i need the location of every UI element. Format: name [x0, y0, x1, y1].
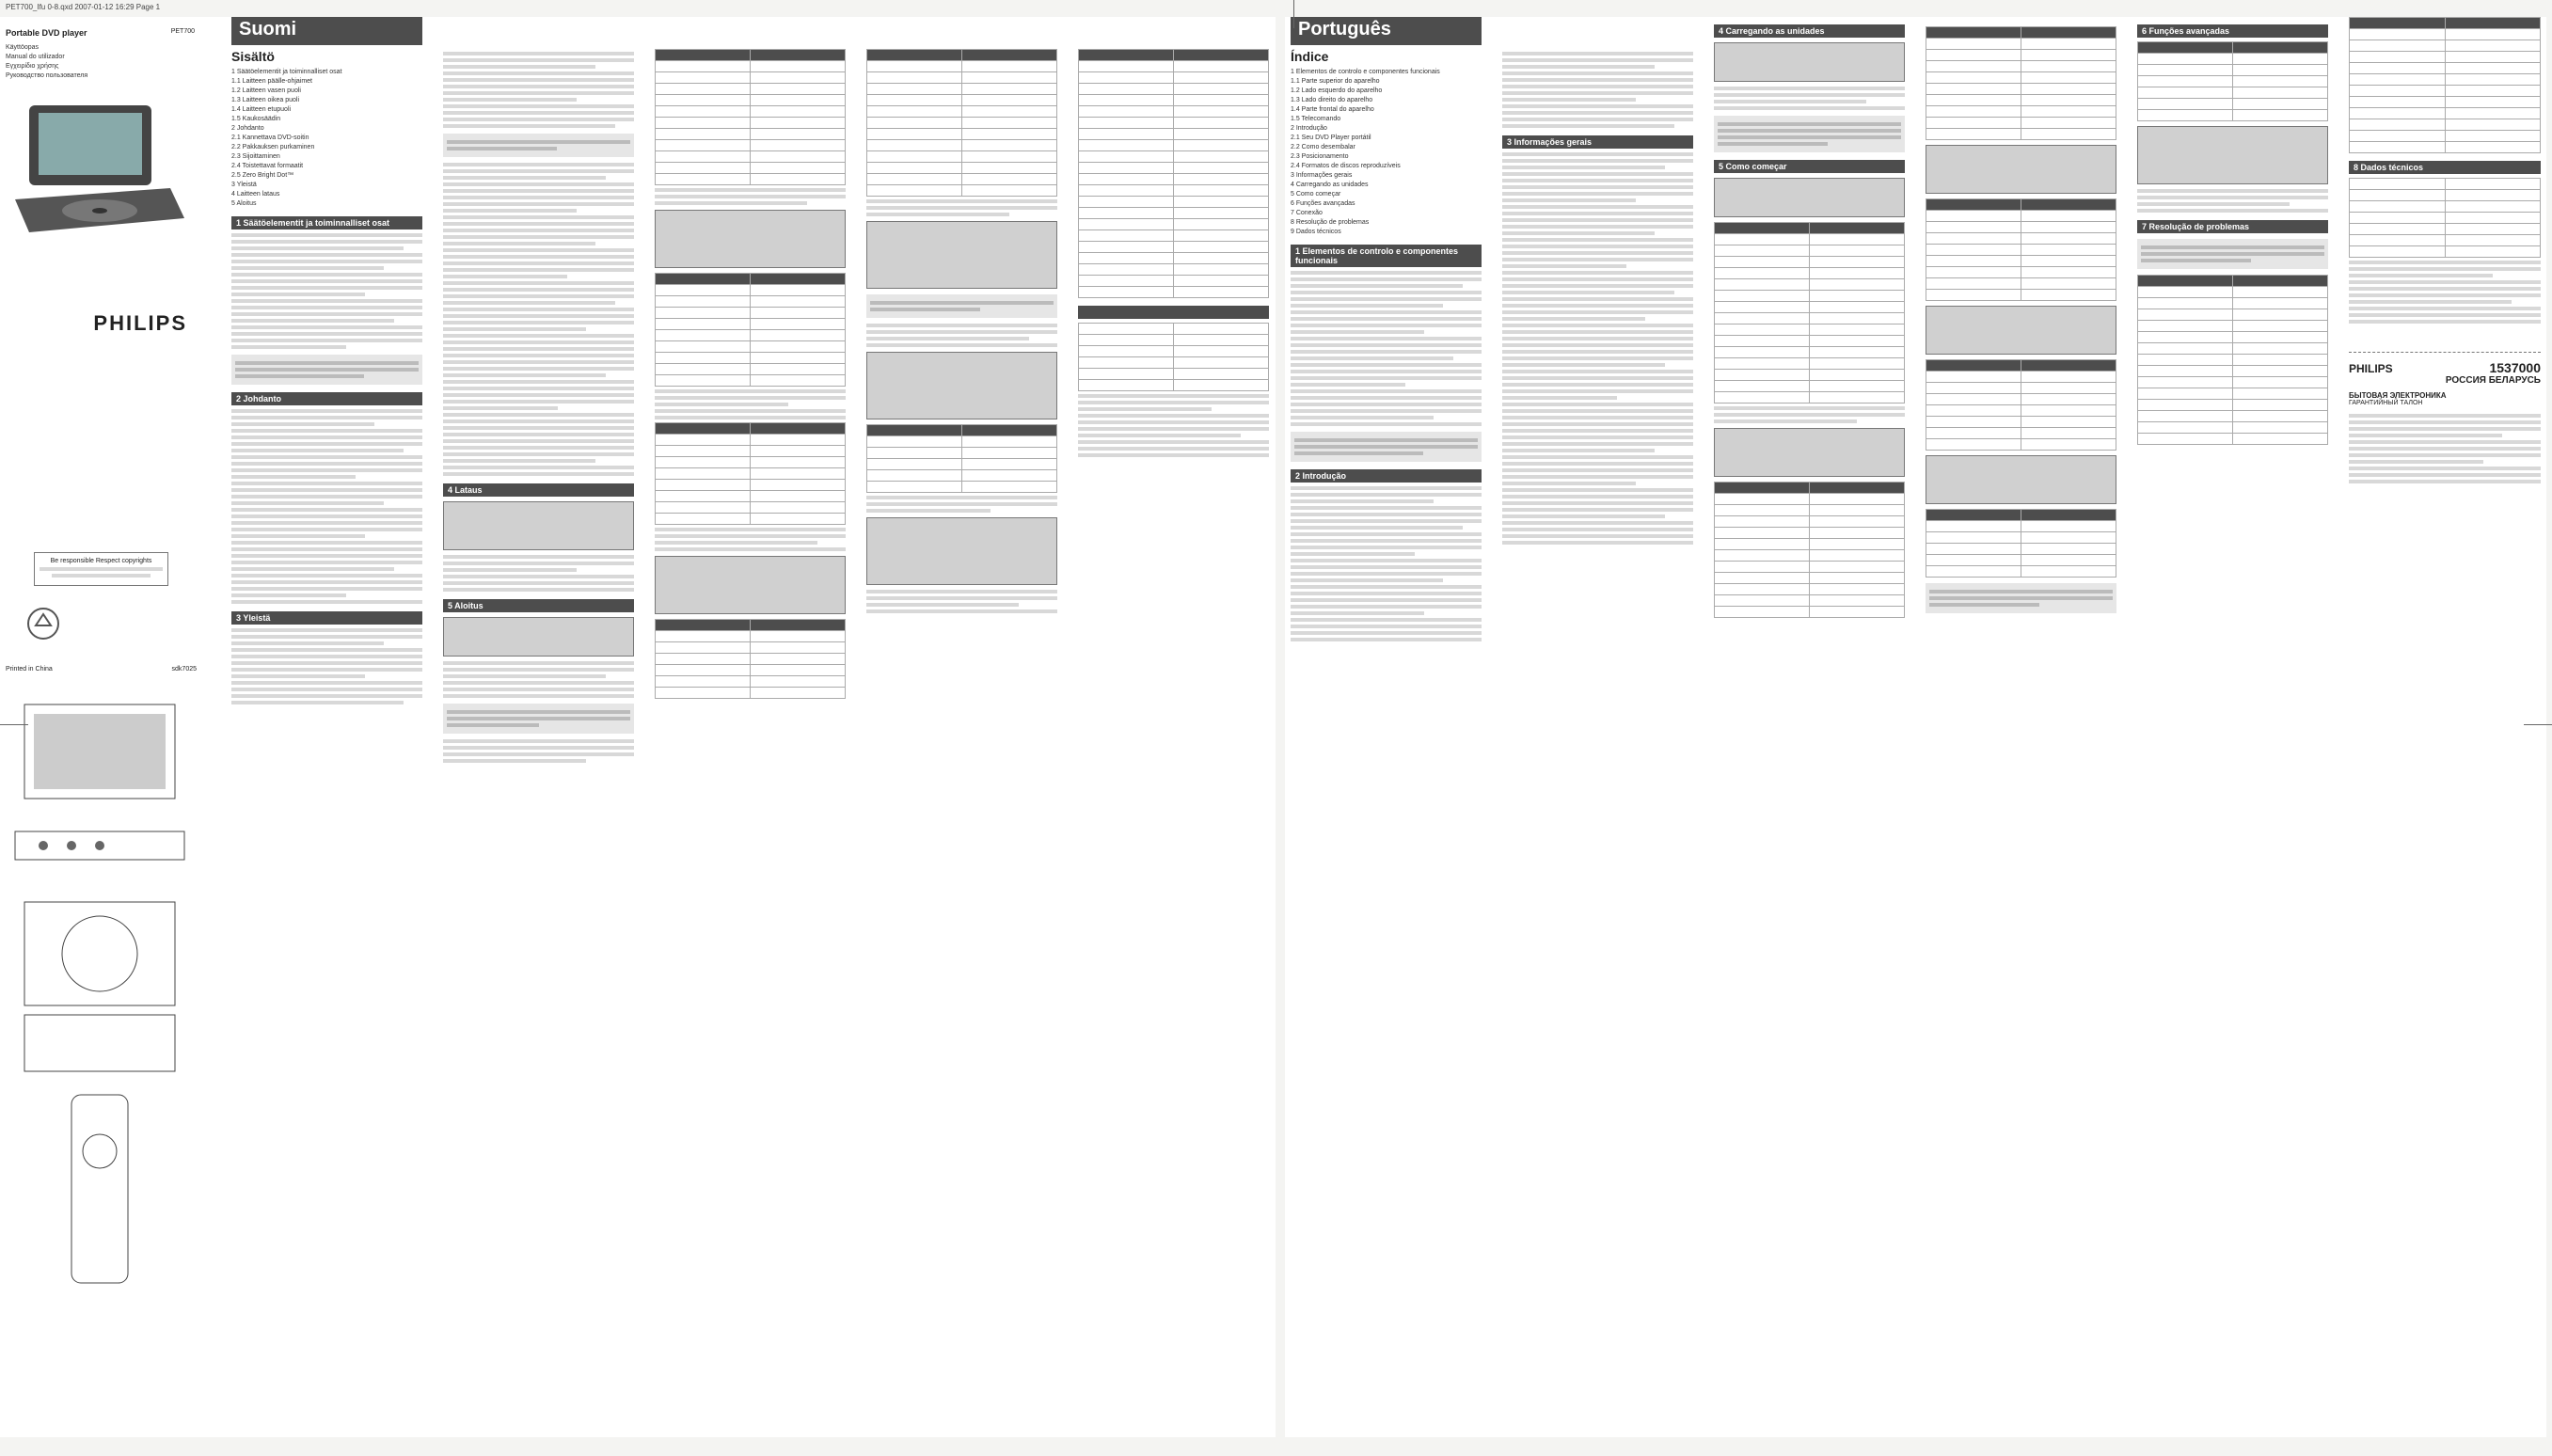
- warranty-country: РОССИЯ БЕЛАРУСЬ: [2445, 375, 2541, 386]
- portugues-toc-item: 2.3 Posicionamento: [1291, 153, 1349, 160]
- portugues-section-7: 7 Resolução de problemas: [2137, 220, 2328, 233]
- doc-code: sdk7025: [171, 666, 197, 673]
- suomi-settings-table: [655, 49, 846, 185]
- suomi-toc-item: 2 Johdanto: [231, 125, 264, 132]
- portugues-toc-item: 5 Como começar: [1291, 191, 1341, 198]
- suomi-controls-table: [655, 422, 846, 525]
- suomi-title: Suomi: [231, 17, 422, 45]
- suomi-warning: [443, 134, 634, 157]
- suomi-toc-item: 1.3 Laitteen oikea puoli: [231, 97, 299, 103]
- portugues-mp3-table: [1926, 359, 2116, 451]
- portugues-toc-item: 1.3 Lado direito do aparelho: [1291, 97, 1373, 103]
- suomi-trouble-table: [1078, 49, 1269, 298]
- suomi-note: [231, 355, 422, 385]
- suomi-setup-screen: [443, 617, 634, 657]
- cover-language-1: Käyttöopas: [6, 44, 40, 51]
- portugues-toc-item: 6 Funções avançadas: [1291, 200, 1355, 207]
- suomi-section-4: 4 Lataus: [443, 483, 634, 497]
- suomi-section-3: 3 Yleistä: [231, 611, 422, 625]
- portugues-section-3: 3 Informações gerais: [1502, 135, 1693, 149]
- portugues-toc-item: 1.4 Parte frontal do aparelho: [1291, 106, 1374, 113]
- suomi-toc-item: 2.3 Sijoittaminen: [231, 153, 280, 160]
- portugues-toc-item: 1.5 Telecomando: [1291, 116, 1341, 122]
- suomi-toc-item: 2.5 Zero Bright Dot™: [231, 172, 294, 179]
- suomi-column-5: [1072, 17, 1275, 1437]
- suomi-column-2: [437, 17, 640, 1437]
- suomi-tip: [443, 704, 634, 734]
- portugues-toc-item: 1.2 Lado esquerdo do aparelho: [1291, 87, 1383, 94]
- remote-control-diagram: [6, 1085, 194, 1292]
- warranty-card: [2349, 352, 2541, 483]
- warranty-brand: PHILIPS: [2349, 362, 2393, 375]
- copyright-notice: Be responsible Respect copyrights: [50, 558, 152, 564]
- cover-model: PET700: [170, 28, 195, 35]
- portugues-section-5: 5 Como começar: [1714, 160, 1905, 173]
- suomi-toc-item: 1.4 Laitteen etupuoli: [231, 106, 292, 113]
- portugues-mp3-screen: [1926, 306, 2116, 355]
- portugues-trouble-table-cont: [2349, 17, 2541, 153]
- suomi-toc-item: 1 Säätöelementit ja toiminnalliset osat: [231, 69, 342, 75]
- suomi-toc-item: 1.2 Laitteen vasen puoli: [231, 87, 301, 94]
- suomi-tech-data-bar: [1078, 306, 1269, 319]
- portugues-toc-item: 7 Conexão: [1291, 210, 1323, 216]
- portugues-toc-item: 2.4 Formatos de discos reproduzíveis: [1291, 163, 1401, 169]
- crop-mark: [2524, 696, 2552, 725]
- portugues-column-4: [1920, 17, 2122, 1437]
- page-left: [0, 17, 1276, 1437]
- page-right: [1285, 17, 2546, 1437]
- dvd-player-illustration: [6, 96, 194, 265]
- suomi-toc-title: Sisältö: [231, 49, 275, 64]
- cover-language-2: Manual do utilizador: [6, 54, 65, 60]
- portugues-tech-table: [2349, 178, 2541, 258]
- suomi-section-2: 2 Johdanto: [231, 392, 422, 405]
- portugues-toc-item: 9 Dados técnicos: [1291, 229, 1341, 235]
- suomi-toc-item: 2.4 Toistettavat formaatit: [231, 163, 304, 169]
- portugues-title: Português: [1291, 17, 1482, 45]
- warranty-code: 1537000: [2489, 360, 2541, 375]
- suomi-column-4: [861, 17, 1063, 1437]
- player-diagram-open: [6, 893, 194, 1081]
- recycle-icon: [24, 605, 62, 642]
- portugues-toc-item: 2.1 Seu DVD Player portátil: [1291, 135, 1371, 141]
- suomi-playback-screen: [655, 210, 846, 268]
- portugues-usb-note: [1926, 583, 2116, 613]
- cover-title: Portable DVD player: [6, 28, 87, 38]
- portugues-section-4: 4 Carregando as unidades: [1714, 24, 1905, 38]
- printed-in: Printed in China: [6, 666, 53, 673]
- suomi-toc-item: 2.1 Kannettava DVD-soitin: [231, 135, 309, 141]
- portugues-column-2: [1497, 17, 1699, 1437]
- portugues-toc-item: 1.1 Parte superior do aparelho: [1291, 78, 1380, 85]
- portugues-column-5: [2132, 17, 2334, 1437]
- portugues-column-1: [1285, 17, 1487, 1437]
- portugues-trouble-note: [2137, 239, 2328, 269]
- suomi-toc-item: 2.2 Pakkauksen purkaminen: [231, 144, 315, 150]
- suomi-section-1: 1 Säätöelementit ja toiminnalliset osat: [231, 216, 422, 229]
- portugues-toc-item: 1 Elementos de controlo e componentes funcionais: [1291, 69, 1440, 75]
- suomi-playback-table: [655, 273, 846, 387]
- player-diagram-top: [6, 695, 194, 808]
- cover-language-3: Εγχειρίδιο χρήσης: [6, 63, 59, 70]
- suomi-toc-item: 1.1 Laitteen päälle-ohjaimet: [231, 78, 313, 85]
- portugues-column-3: [1708, 17, 1910, 1437]
- suomi-usb-note: [866, 294, 1057, 318]
- file-header: PET700_Ifu 0-8.qxd 2007-01-12 16:29 Page 1: [6, 3, 161, 11]
- portugues-cd-table: [1926, 198, 2116, 301]
- portugues-column-6: [2343, 17, 2546, 1437]
- warranty-subtitle: ГАРАНТИЙНЫЙ ТАЛОН: [2349, 400, 2423, 406]
- portugues-toc-item: 2.2 Como desembalar: [1291, 144, 1355, 150]
- portugues-charging-diagram: [1714, 42, 1905, 82]
- portugues-toc-title: Índice: [1291, 49, 1329, 64]
- suomi-display-table: [866, 424, 1057, 493]
- portugues-section-6: 6 Funções avançadas: [2137, 24, 2328, 38]
- portugues-dvd-table: [1714, 482, 1905, 618]
- portugues-toc-item: 2 Introdução: [1291, 125, 1327, 132]
- crop-mark: [0, 696, 28, 725]
- player-diagram-side: [6, 813, 194, 888]
- portugues-svcd-table: [1926, 26, 2116, 140]
- suomi-display-screen: [866, 352, 1057, 419]
- responsibility-notice: [34, 552, 168, 586]
- philips-logo: PHILIPS: [93, 311, 187, 335]
- cover-column: [0, 17, 202, 1437]
- suomi-column-1: [226, 17, 428, 1437]
- suomi-toc-item: 1.5 Kaukosäädin: [231, 116, 281, 122]
- suomi-section-5: 5 Aloitus: [443, 599, 634, 612]
- portugues-picture-table: [1926, 509, 2116, 578]
- portugues-section-8: 8 Dados técnicos: [2349, 161, 2541, 174]
- suomi-usb-screen: [655, 556, 846, 614]
- suomi-toc-item: 5 Aloitus: [231, 200, 257, 207]
- portugues-caution: [1714, 116, 1905, 152]
- warranty-title: БЫТОВАЯ ЭЛЕКТРОНИКА: [2349, 391, 2447, 400]
- suomi-connection-diagram: [866, 517, 1057, 585]
- cover-language-4: Руководство пользователя: [6, 72, 88, 79]
- suomi-tech-table: [1078, 323, 1269, 391]
- portugues-trouble-table: [2137, 275, 2328, 445]
- portugues-connection-diagram: [2137, 126, 2328, 184]
- portugues-note: [1291, 432, 1482, 462]
- suomi-column-3: [649, 17, 851, 1437]
- suomi-toc-item: 4 Laitteen lataus: [231, 191, 280, 198]
- portugues-toc-item: 8 Resolução de problemas: [1291, 219, 1370, 226]
- portugues-cd-screen: [1926, 145, 2116, 194]
- suomi-usb-table: [655, 619, 846, 699]
- portugues-section-1: 1 Elementos de controlo e componentes funcionais: [1291, 245, 1482, 267]
- suomi-table-cont: [866, 49, 1057, 197]
- portugues-toc-item: 3 Informações gerais: [1291, 172, 1353, 179]
- crop-mark: [1265, 0, 1294, 28]
- suomi-illustration: [443, 501, 634, 550]
- suomi-toc-item: 3 Yleistä: [231, 182, 257, 188]
- portugues-section-2: 2 Introdução: [1291, 469, 1482, 483]
- portugues-dvd-screen: [1714, 428, 1905, 477]
- suomi-picture-screen: [866, 221, 1057, 289]
- portugues-setup-screen: [1714, 178, 1905, 217]
- portugues-picture-screen: [1926, 455, 2116, 504]
- portugues-display-table: [2137, 41, 2328, 121]
- portugues-toc-item: 4 Carregando as unidades: [1291, 182, 1369, 188]
- portugues-setup-table: [1714, 222, 1905, 404]
